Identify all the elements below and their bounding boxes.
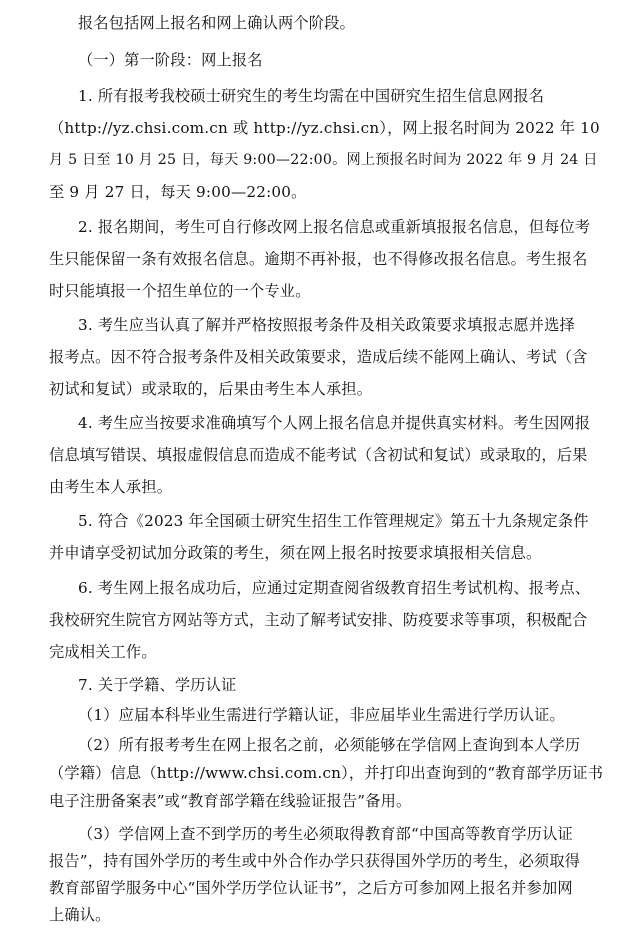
paragraph-5-line: 5. 符合《2023 年全国硕士研究生招生工作管理规定》第五十九条规定条件 [78, 512, 589, 530]
paragraph-7-2-line: 电子注册备案表”或“教育部学籍在线验证报告”备用。 [49, 792, 412, 810]
paragraph-1-line: 1. 所有报考我校硕士研究生的考生均需在中国研究生招生信息网报名 [78, 87, 545, 105]
paragraph-3-line: 报考点。因不符合报考条件及相关政策要求，造成后续不能网上确认、考试（含 [49, 348, 588, 366]
paragraph-2-line: 生只能保留一条有效报名信息。逾期不再补报，也不得修改报名信息。考生报名 [49, 250, 588, 268]
section-7-heading: 7. 关于学籍、学历认证 [78, 676, 237, 694]
paragraph-7-2-line: （2）所有报考考生在网上报名之前，必须能够在学信网上查询到本人学历 [78, 736, 581, 754]
paragraph-3-line: 初试和复试）或录取的，后果由考生本人承担。 [49, 380, 373, 398]
paragraph-3-line: 3. 考生应当认真了解并严格按照报考条件及相关政策要求填报志愿并选择 [78, 316, 575, 334]
paragraph-7-3-line: 教育部留学服务中心“国外学历学位认证书”，之后方可参加网上报名并参加网 [49, 879, 573, 897]
paragraph-6-line: 我校研究生院官方网站等方式，主动了解考试安排、防疫要求等事项，积极配合 [49, 611, 588, 629]
paragraph-6-line: 6. 考生网上报名成功后，应通过定期查阅省级教育招生考试机构、报考点、 [78, 579, 591, 597]
paragraph-1-line: 月 5 日至 10 月 25 日，每天 9:00—22:00。网上预报名时间为 2022 年 9 月 24 日 [49, 152, 598, 168]
paragraph-2-line: 时只能填报一个招生单位的一个专业。 [49, 282, 311, 300]
paragraph-4-line: 由考生本人承担。 [49, 478, 173, 496]
paragraph-7-3-line: 上确认。 [49, 906, 111, 924]
paragraph-7-3-line: （3）学信网上查不到学历的考生必须取得教育部“中国高等教育学历认证 [78, 825, 573, 843]
paragraph-7-1-line: （1）应届本科毕业生需进行学籍认证，非应届毕业生需进行学历认证。 [78, 706, 565, 724]
paragraph-4-line: 信息填写错误、填报虚假信息而造成不能考试（含初试和复试）或录取的，后果 [49, 446, 588, 464]
section-heading: （一）第一阶段：网上报名 [78, 51, 263, 69]
paragraph-5-line: 并申请享受初试加分政策的考生，须在网上报名时按要求填报相关信息。 [49, 544, 542, 562]
paragraph-2-line: 2. 报名期间，考生可自行修改网上报名信息或重新填报报名信息，但每位考 [78, 218, 591, 236]
text-line: 报名包括网上报名和网上确认两个阶段。 [78, 14, 355, 32]
paragraph-7-2-line: （学籍）信息（http://www.chsi.com.cn），并打印出查询到的“教育部学历证书 [49, 764, 604, 782]
paragraph-4-line: 4. 考生应当按要求准确填写个人网上报名信息并提供真实材料。考生因网报 [78, 414, 591, 432]
paragraph-1-line: 至 9 月 27 日，每天 9:00—22:00。 [49, 183, 307, 201]
paragraph-6-line: 完成相关工作。 [49, 643, 157, 661]
paragraph-7-3-line: 报告”，持有国外学历的考生或中外合作办学只获得国外学历的考生，必须取得 [49, 852, 581, 870]
paragraph-1-line: （http://yz.chsi.com.cn 或 http://yz.chsi.cn），网上报名时间为 2022 年 10 [49, 119, 600, 137]
